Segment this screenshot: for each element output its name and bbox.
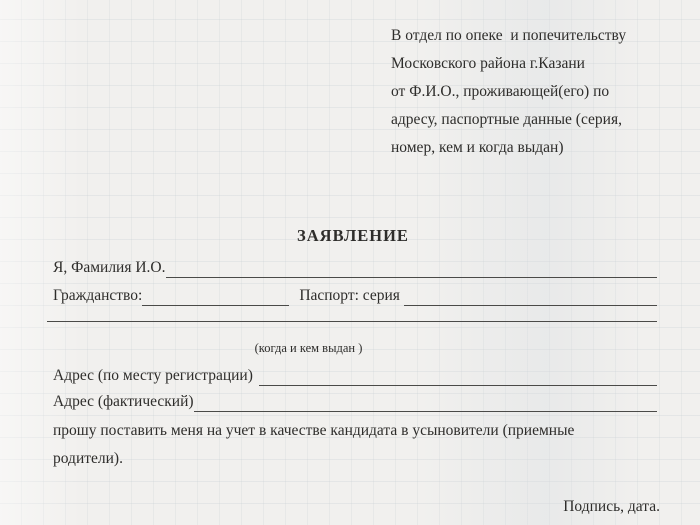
name-blank-line [166, 257, 658, 278]
citizenship-passport-row [53, 286, 657, 306]
address-actual-label: Адрес (фактический) [53, 393, 194, 410]
address-registration-row [53, 366, 657, 386]
citizenship-blank-line [142, 285, 289, 306]
recipient-block [391, 22, 676, 162]
recipient-line: В отдел по опеке и попечительству [391, 27, 627, 44]
request-line: родители). [53, 450, 123, 467]
request-paragraph [53, 417, 673, 473]
passport-issued-blank-line [47, 321, 657, 322]
citizenship-label: Гражданство: [53, 287, 143, 304]
passport-series-label: Паспорт: серия [299, 287, 400, 304]
recipient-line: адресу, паспортные данные (серия, [391, 111, 622, 128]
address-actual-row [53, 392, 657, 412]
passport-series-blank-line [404, 285, 657, 306]
recipient-line: номер, кем и когда выдан) [391, 139, 564, 156]
signature-date-label: Подпись, дата. [563, 498, 660, 515]
recipient-line: Московского района г.Казани [391, 55, 585, 72]
document-title: ЗАЯВЛЕНИЕ [297, 226, 409, 245]
address-registration-blank-line [259, 365, 657, 386]
name-row [53, 258, 657, 278]
name-label: Я, Фамилия И.О. [53, 259, 166, 276]
issued-caption: (когда и кем выдан ) [254, 341, 363, 355]
request-line: прошу поставить меня на учет в качестве кандидата в усыновители (приемные [53, 422, 575, 439]
recipient-line: от Ф.И.О., проживающей(его) по [391, 83, 610, 100]
address-actual-blank-line [194, 391, 657, 412]
address-registration-label: Адрес (по месту регистрации) [53, 367, 253, 384]
